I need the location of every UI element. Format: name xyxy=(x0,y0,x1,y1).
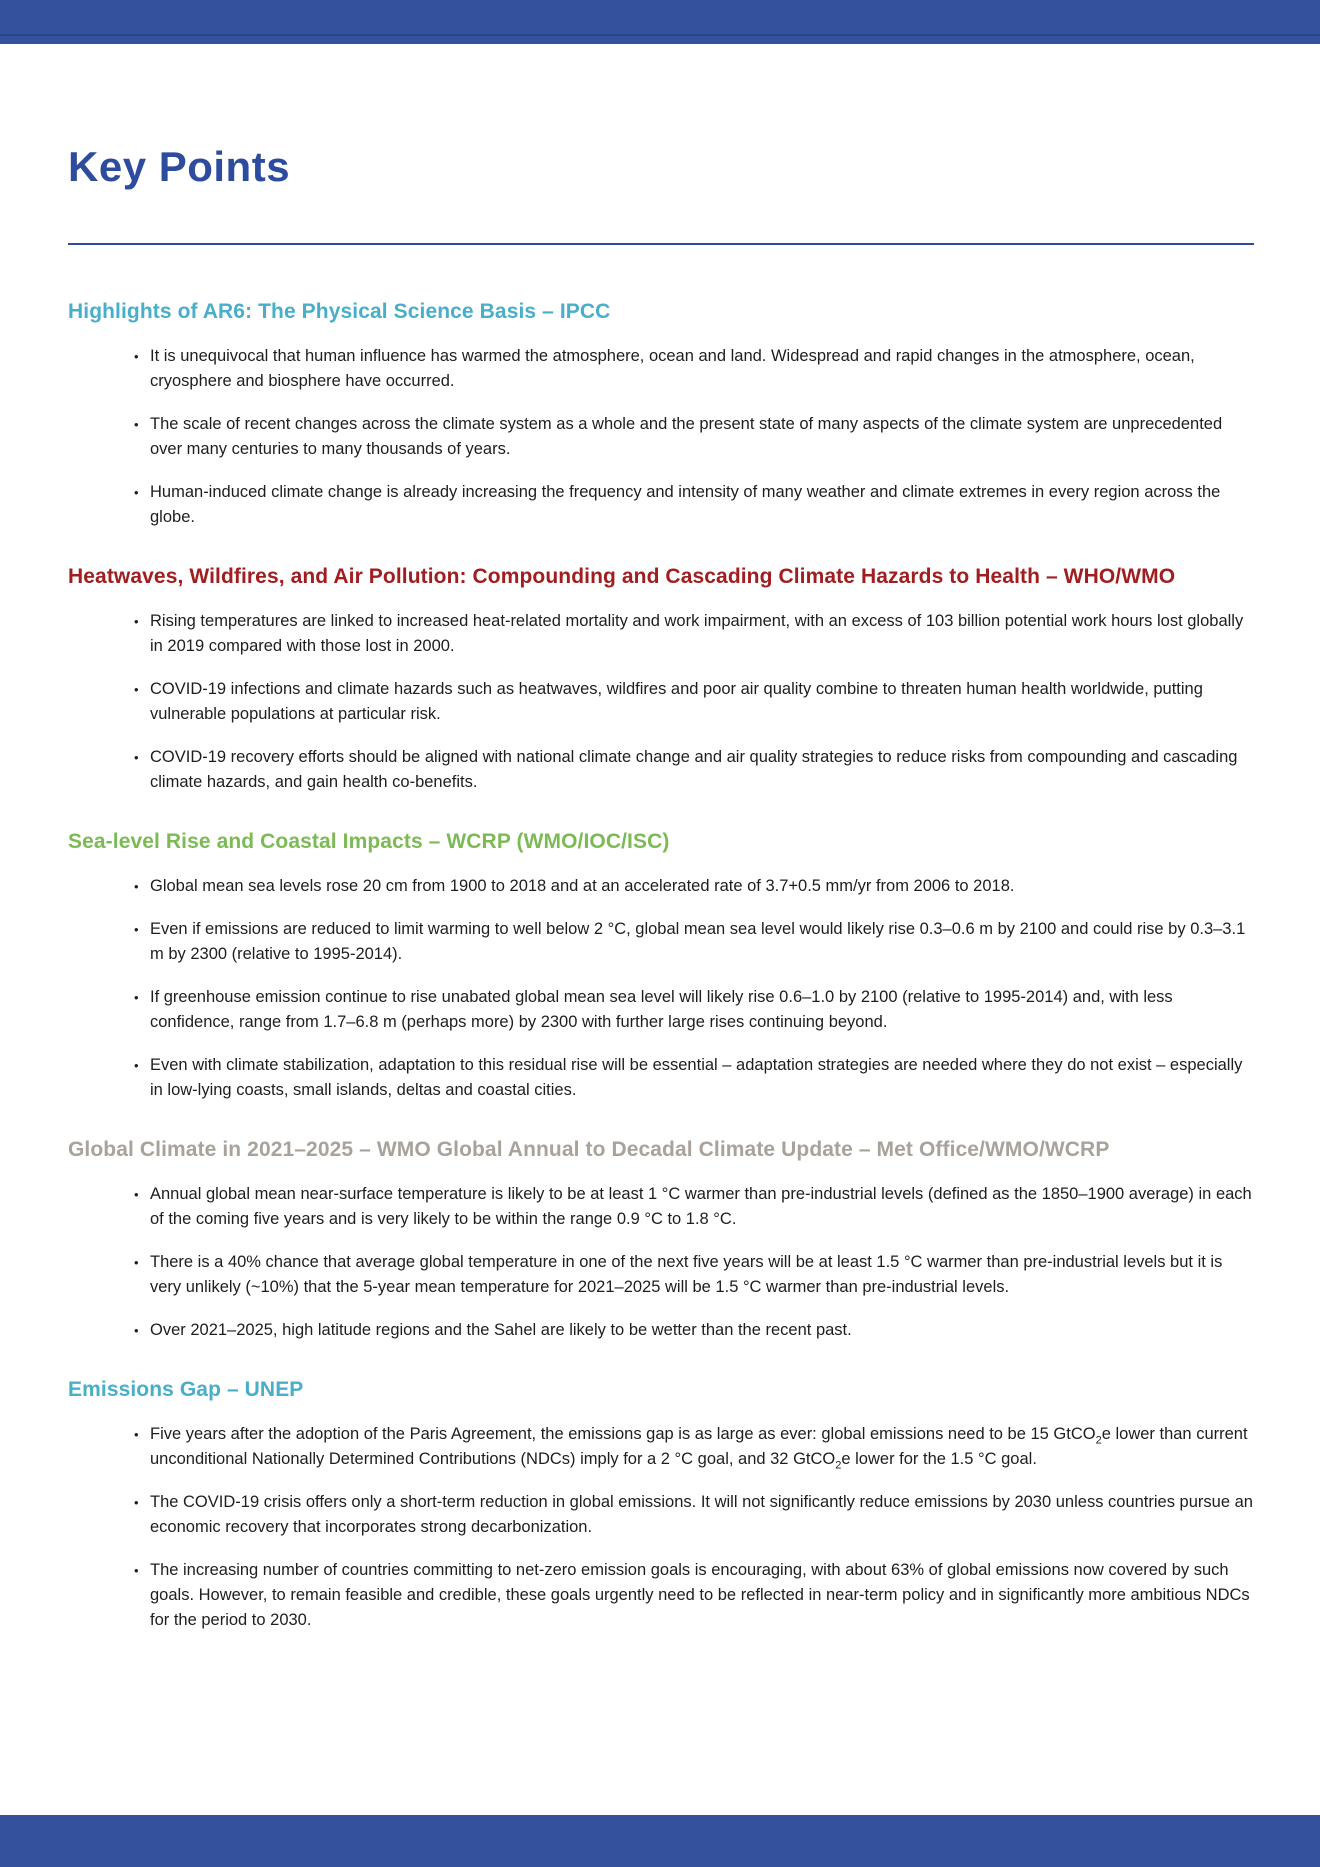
bullet-item: • Over 2021–2025, high latitude regions and the Sahel are likely to be wetter than the recent past. xyxy=(133,1318,1254,1343)
bullet-item: • The scale of recent changes across the climate system as a whole and the present state of many aspects of the climate system are unprecedented over many centuries to many thousands of years. xyxy=(133,412,1254,462)
subscript-2: 2 xyxy=(1095,1434,1102,1447)
bullet-text-part: e lower for the 1.5 °C goal. xyxy=(841,1450,1037,1468)
bullet-list xyxy=(68,874,1254,1103)
bullet-item: • Rising temperatures are linked to increased heat-related mortality and work impairment, with an excess of 103 billion potential work hours lost globally in 2019 compared with those lost in 2000. xyxy=(133,609,1254,659)
title-divider xyxy=(68,243,1254,245)
bullet-item: • The COVID-19 crisis offers only a short-term reduction in global emissions. It will not significantly reduce emissions by 2030 unless countries pursue an economic recovery that incorporates strong decarbonization. xyxy=(133,1490,1254,1540)
bottom-band xyxy=(0,1815,1320,1867)
section-global-climate-update xyxy=(68,1137,1254,1343)
bullet-item: • There is a 40% chance that average global temperature in one of the next five years will be at least 1.5 °C warmer than pre-industrial levels but it is very unlikely (~10%) that the 5-year mean temperature for 2021–2025 will be 1.5 °C warmer than pre-industrial levels. xyxy=(133,1250,1254,1300)
bullet-text-part: Five years after the adoption of the Paris Agreement, the emissions gap is as large as ever: global emissions need to be 15 GtCO xyxy=(150,1425,1096,1443)
section-ar6-highlights xyxy=(68,299,1254,530)
top-band-seam xyxy=(0,34,1320,36)
section-emissions-gap xyxy=(68,1377,1254,1633)
bullet-item: • Human-induced climate change is already increasing the frequency and intensity of many weather and climate extremes in every region across the globe. xyxy=(133,480,1254,530)
bullet-item: • Even if emissions are reduced to limit warming to well below 2 °C, global mean sea level would likely rise 0.3–0.6 m by 2100 and could rise by 0.3–3.1 m by 2300 (relative to 1995-2014). xyxy=(133,917,1254,967)
bullet-item xyxy=(133,1422,1254,1472)
bullet-list xyxy=(68,344,1254,530)
bullet-list xyxy=(68,609,1254,795)
bullet-item: • If greenhouse emission continue to rise unabated global mean sea level will likely rise 0.6–1.0 by 2100 (relative to 1995-2014) and, with less confidence, range from 1.7–6.8 m (perhaps more) by 2300 with further large rises continuing beyond. xyxy=(133,985,1254,1035)
subscript-2: 2 xyxy=(835,1459,842,1472)
bullet-item: • The increasing number of countries committing to net-zero emission goals is encouraging, with about 63% of global emissions now covered by such goals. However, to remain feasible and credible, these goals urgently need to be reflected in near-term policy and in significantly more ambitious NDCs for the period to 2030. xyxy=(133,1558,1254,1633)
bullet-text-part: e lower than current unconditional Nationally Determined Contributions (NDCs) imply for a 2 °C goal, and 32 GtCO xyxy=(150,1425,1248,1468)
section-sea-level-rise xyxy=(68,829,1254,1103)
bullet-list xyxy=(68,1182,1254,1343)
bullet-list xyxy=(68,1422,1254,1633)
section-heading: Global Climate in 2021–2025 – WMO Global Annual to Decadal Climate Update – Met Office/WMO/WCRP xyxy=(68,1138,1110,1161)
section-heading: Highlights of AR6: The Physical Science Basis – IPCC xyxy=(68,300,611,323)
section-heatwaves-health xyxy=(68,564,1254,795)
page-content xyxy=(68,44,1254,1651)
page-title: Key Points xyxy=(68,143,291,190)
bullet-item: • COVID-19 recovery efforts should be aligned with national climate change and air quality strategies to reduce risks from compounding and cascading climate hazards, and gain health co-benefits. xyxy=(133,745,1254,795)
bullet-item: • Even with climate stabilization, adaptation to this residual rise will be essential – adaptation strategies are needed where they do not exist – especially in low-lying coasts, small islands, deltas and coastal cities. xyxy=(133,1053,1254,1103)
bullet-item: • Global mean sea levels rose 20 cm from 1900 to 2018 and at an accelerated rate of 3.7+0.5 mm/yr from 2006 to 2018. xyxy=(133,874,1254,899)
section-heading: Heatwaves, Wildfires, and Air Pollution: Compounding and Cascading Climate Hazards to Health – WHO/WMO xyxy=(68,565,1176,588)
section-heading: Emissions Gap – UNEP xyxy=(68,1378,304,1401)
section-heading: Sea-level Rise and Coastal Impacts – WCRP (WMO/IOC/ISC) xyxy=(68,830,670,853)
bullet-item: • Annual global mean near-surface temperature is likely to be at least 1 °C warmer than pre-industrial levels (defined as the 1850–1900 average) in each of the coming five years and is very likely to be within the range 0.9 °C to 1.8 °C. xyxy=(133,1182,1254,1232)
bullet-item: • COVID-19 infections and climate hazards such as heatwaves, wildfires and poor air quality combine to threaten human health worldwide, putting vulnerable populations at particular risk. xyxy=(133,677,1254,727)
top-band xyxy=(0,0,1320,44)
bullet-item: • It is unequivocal that human influence has warmed the atmosphere, ocean and land. Widespread and rapid changes in the atmosphere, ocean, cryosphere and biosphere have occurred. xyxy=(133,344,1254,394)
